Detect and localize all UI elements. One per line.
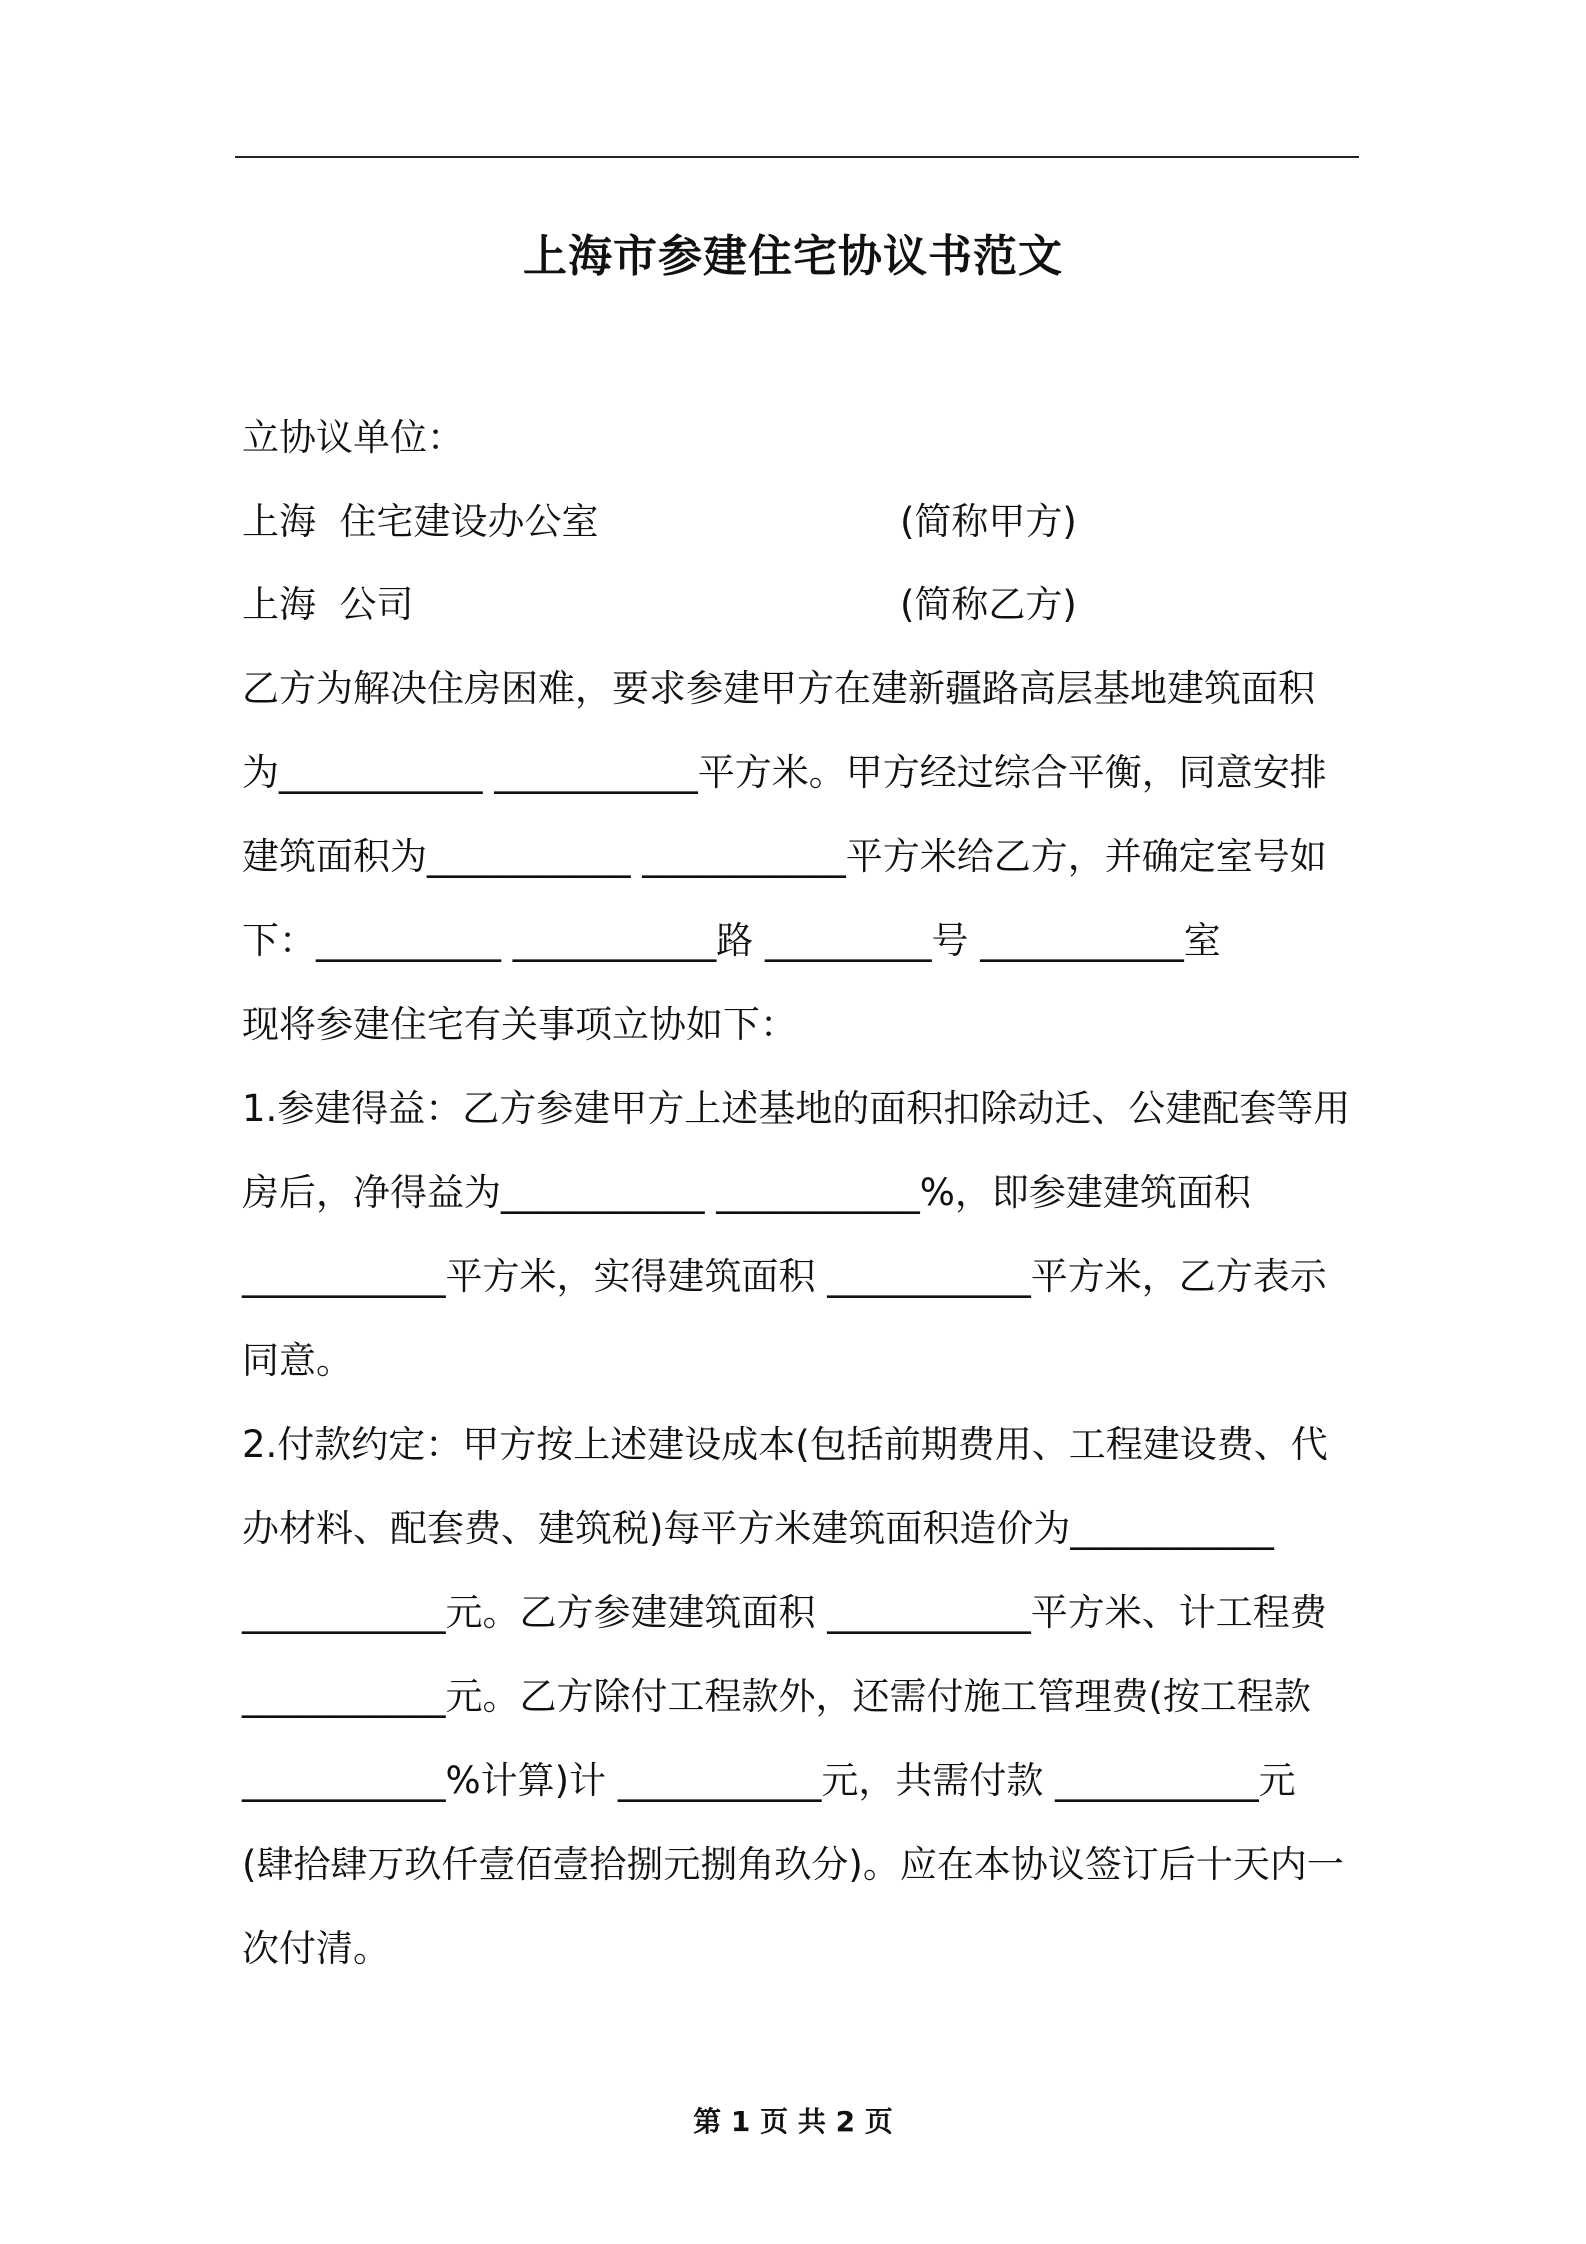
clause-2-line: ___________%计算)计 ___________元，共需付款 ___________元 [242,1759,1296,1802]
page-footer: 第 1 页 共 2 页 [693,2105,893,2138]
intro-line: 建筑面积为___________ ___________平方米给乙方，并确定室号如 [242,835,1327,878]
clause-2-line: 次付清。 [242,1927,390,1970]
clause-2-line: 2.付款约定：甲方按上述建设成本(包括前期费用、工程建设费、代 [242,1423,1328,1466]
items-intro: 现将参建住宅有关事项立协如下： [242,1003,797,1046]
clause-2-line: ___________元。乙方参建建筑面积 ___________平方米、计工程费 [242,1591,1327,1634]
document-title: 上海市参建住宅协议书范文 [523,231,1063,282]
header-rule [235,156,1359,158]
parties-header: 立协议单位： [242,416,464,459]
clause-2-line: 办材料、配套费、建筑税)每平方米建筑面积造价为___________ [242,1507,1274,1550]
intro-line: 下：__________ ___________路 _________号 ___________室 [242,919,1221,962]
clause-1-line: 房后，净得益为___________ ___________%，即参建建筑面积 [242,1171,1251,1214]
clause-1-line: 同意。 [242,1339,353,1382]
clause-2-line: ___________元。乙方除付工程款外，还需付施工管理费(按工程款 [242,1675,1311,1718]
intro-line: 为___________ ___________平方米。甲方经过综合平衡，同意安排 [242,751,1327,794]
clause-1-line: ___________平方米，实得建筑面积 ___________平方米，乙方表示 [242,1255,1327,1298]
party-b-name: 上海 公司 [242,583,414,626]
party-b-abbr: (简称乙方) [900,583,1077,626]
party-a-abbr: (简称甲方) [900,500,1077,543]
intro-line: 乙方为解决住房困难，要求参建甲方在建新疆路高层基地建筑面积 [242,667,1315,710]
party-a-name: 上海 住宅建设办公室 [242,500,599,543]
clause-1-line: 1.参建得益：乙方参建甲方上述基地的面积扣除动迁、公建配套等用 [242,1087,1351,1130]
clause-2-line: (肆拾肆万玖仟壹佰壹拾捌元捌角玖分)。应在本协议签订后十天内一 [242,1843,1344,1886]
